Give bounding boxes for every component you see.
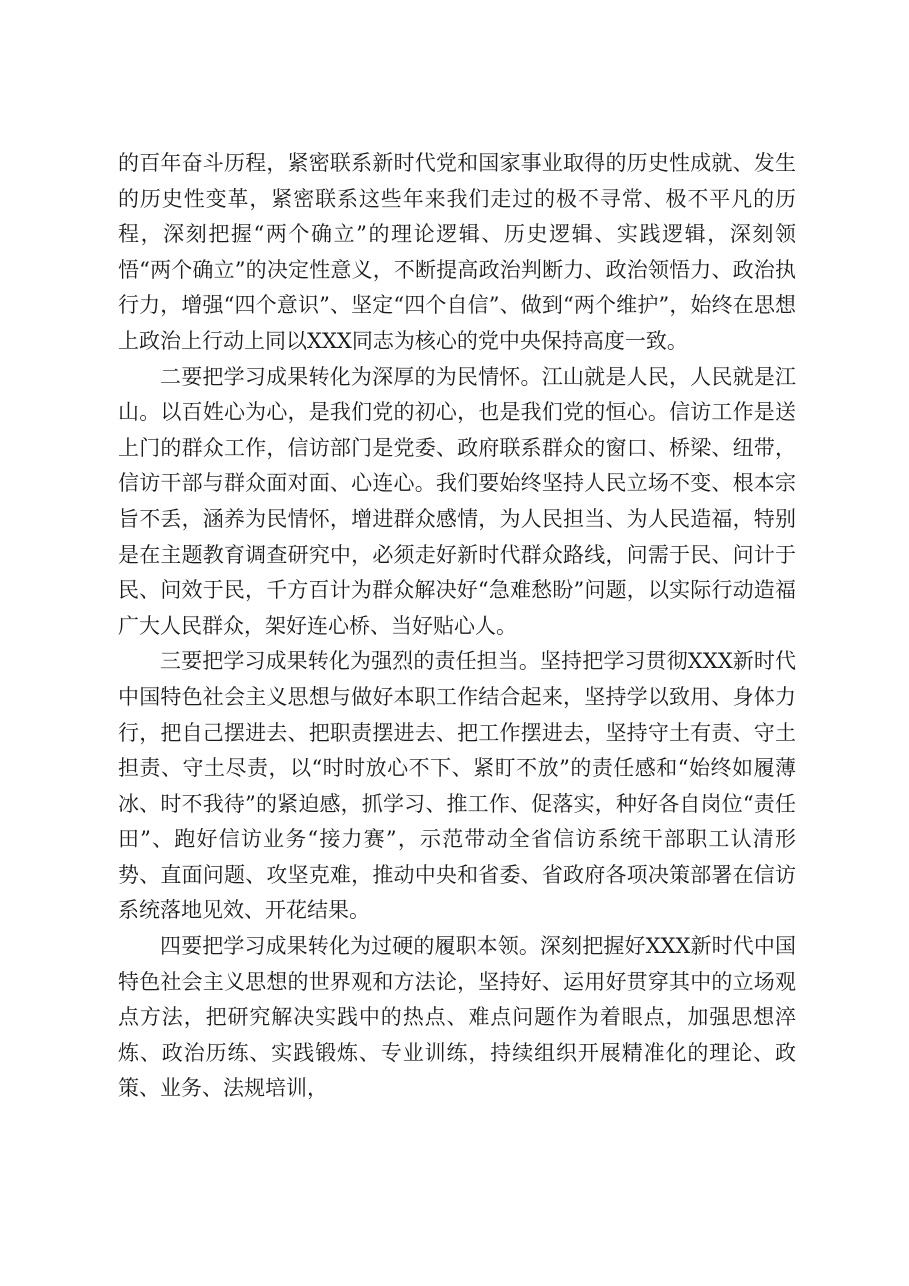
paragraph-continuation: 的百年奋斗历程，紧密联系新时代党和国家事业取得的历史性成就、发生的历史性变革，紧密联系这些年来我们走过的极不寻常、极不平凡的历程，深刻把握“两个确立”的理论逻辑、历史逻辑、实践逻辑，深刻领悟“两个确立”的决定性意义，不断提高政治判断力、政治领悟力、政治执行力，增强“四个意识”、坚定“四个自信”、做到“两个维护”，始终在思想上政治上行动上同以XXX同志为核心的党中央保持高度一致。 xyxy=(118,151,796,353)
document-page xyxy=(118,146,796,1107)
paragraph-responsibility: 三要把学习成果转化为强烈的责任担当。坚持把学习贯彻XXX新时代中国特色社会主义思想与做好本职工作结合起来，坚持学以致用、身体力行，把自己摆进去、把职责摆进去、把工作摆进去，坚持守土有责、守土担责、守土尽责，以“时时放心不下、紧盯不放”的责任感和“始终如履薄冰、时不我待”的紧迫感，抓学习、推工作、促落实，种好各自岗位“责任田”、跑好信访业务“接力赛”，示范带动全省信访系统干部职工认清形势、直面问题、攻坚克难，推动中央和省委、省政府各项决策部署在信访系统落地见效、开花结果。 xyxy=(118,649,796,923)
paragraph-capability: 四要把学习成果转化为过硬的履职本领。深刻把握好XXX新时代中国特色社会主义思想的世界观和方法论，坚持好、运用好贯穿其中的立场观点方法，把研究解决实践中的热点、难点问题作为着眼点，加强思想淬炼、政治历练、实践锻炼、专业训练，持续组织开展精准化的理论、政策、业务、法规培训， xyxy=(118,934,796,1101)
paragraph-people-sentiment: 二要把学习成果转化为深厚的为民情怀。江山就是人民，人民就是江山。以百姓心为心，是我们党的初心，也是我们党的恒心。信访工作是送上门的群众工作，信访部门是党委、政府联系群众的窗口、桥梁、纽带，信访干部与群众面对面、心连心。我们要始终坚持人民立场不变、根本宗旨不丢，涵养为民情怀，增进群众感情，为人民担当、为人民造福，特别是在主题教育调查研究中，必须走好新时代群众路线，问需于民、问计于民、问效于民，千方百计为群众解决好“急难愁盼”问题，以实际行动造福广大人民群众，架好连心桥、当好贴心人。 xyxy=(118,364,796,638)
